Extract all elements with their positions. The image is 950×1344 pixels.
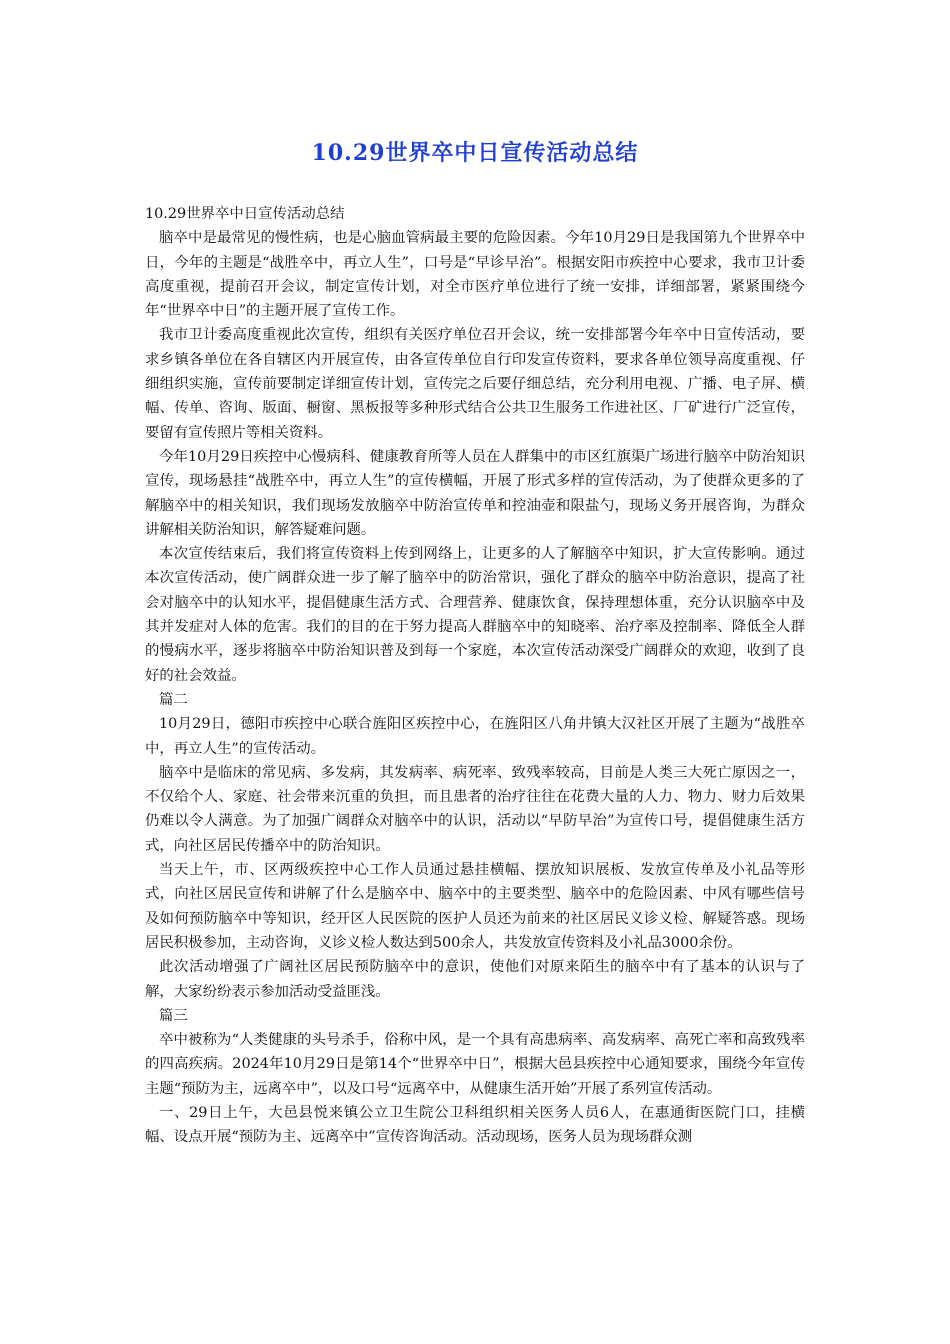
section-heading-part-two: 篇二 [159,691,188,708]
paragraph-9: 卒中被称为“人类健康的头号杀手，俗称中风，是一个具有高患病率、高发病率、高死亡率和高致残率的四高疾病。2024年10月29日是第14个“世界卒中日”，根据大邑县疾控中心通知要求，围绕今年宣传主题“预防为主，远离卒中”，以及口号“远离卒中，从健康生活开始”开展了系列宣传活动。 [145,1032,805,1097]
paragraph-5: 10月29日，德阳市疾控中心联合旌阳区疾控中心，在旌阳区八角井镇大汉社区开展了主题为“战胜卒中，再立人生”的宣传活动。 [145,716,805,757]
paragraph-2: 我市卫计委高度重视此次宣传，组织有关医疗单位召开会议，统一安排部署今年卒中日宣传活动，要求乡镇各单位在各自辖区内开展宣传，由各宣传单位自行印发宣传资料，要求各单位领导高度重视、仔细组织实施，宣传前要制定详细宣传计划，宣传完之后要仔细总结，充分利用电视、广播、电子屏、横幅、传单、咨询、版面、橱窗、黑板报等多种形式结合公共卫生服务工作进社区、厂矿进行广泛宣传，要留有宣传照片等相关资料。 [145,327,805,441]
paragraph-3: 今年10月29日疾控中心慢病科、健康教育所等人员在人群集中的市区红旗渠广场进行脑卒中防治知识宣传，现场悬挂“战胜卒中，再立人生”的宣传横幅，开展了形式多样的宣传活动，为了使群众更多的了解脑卒中的相关知识，我们现场发放脑卒中防治宣传单和控油壶和限盐勺，现场义务开展咨询，为群众讲解相关防治知识，解答疑难问题。 [145,448,805,538]
paragraph-10: 一、29日上午，大邑县悦来镇公立卫生院公卫科组织相关医务人员6人，在惠通街医院门口，挂横幅、设点开展“预防为主、远离卒中”宣传咨询活动。活动现场，医务人员为现场群众测 [145,1104,805,1146]
paragraph-6: 脑卒中是临床的常见病、多发病，其发病率、病死率、致残率较高，目前是人类三大死亡原因之一，不仅给个人、家庭、社会带来沉重的负担，而且患者的治疗往往在花费大量的人力、物力、财力后效果仍难以令人满意。为了加强广阔群众对脑卒中的认识，活动以“早防早治”为宣传口号，提倡健康生活方式，向社区居民传播卒中的防治知识。 [145,764,805,854]
paragraph-8: 此次活动增强了广阔社区居民预防脑卒中的意识，使他们对原来陌生的脑卒中有了基本的认识与了解，大家纷纷表示参加活动受益匪浅。 [145,959,805,1000]
document-body [145,202,805,1150]
document-subtitle: 10.29世界卒中日宣传活动总结 [145,206,345,222]
paragraph-7: 当天上午，市、区两级疾控中心工作人员通过悬挂横幅、摆放知识展板、发放宣传单及小礼品等形式，向社区居民宣传和讲解了什么是脑卒中、脑卒中的主要类型、脑卒中的危险因素、中风有哪些信号及如何预防脑卒中等知识，经开区人民医院的医护人员还为前来的社区居民义诊义检、解疑答惑。现场居民积极参加，主动咨询，义诊义检人数达到500余人，共发放宣传资料及小礼品3000余份。 [145,862,805,951]
paragraph-1: 脑卒中是最常见的慢性病，也是心脑血管病最主要的危险因素。今年10月29日是我国第九个世界卒中日，今年的主题是“战胜卒中，再立人生”，口号是“早诊早治”。根据安阳市疾控中心要求，我市卫计委高度重视，提前召开会议，制定宣传计划，对全市医疗单位进行了统一安排，详细部署，紧紧围绕今年“世界卒中日”的主题开展了宣传工作。 [145,230,805,320]
section-heading-part-three: 篇三 [159,1007,188,1024]
document-title: 10.29世界卒中日宣传活动总结 [311,140,639,166]
paragraph-4: 本次宣传结束后，我们将宣传资料上传到网络上，让更多的人了解脑卒中知识，扩大宣传影响。通过本次宣传活动，使广阔群众进一步了解了脑卒中的防治常识，强化了群众的脑卒中防治意识，提高了社会对脑卒中的认知水平，提倡健康生活方式、合理营养、健康饮食，保持理想体重，充分认识脑卒中及其并发症对人体的危害。我们的目的在于努力提高人群脑卒中的知晓率、治疗率及控制率、降低全人群的慢病水平，逐步将脑卒中防治知识普及到每一个家庭，本次宣传活动深受广阔群众的欢迎，收到了良好的社会效益。 [145,546,805,684]
